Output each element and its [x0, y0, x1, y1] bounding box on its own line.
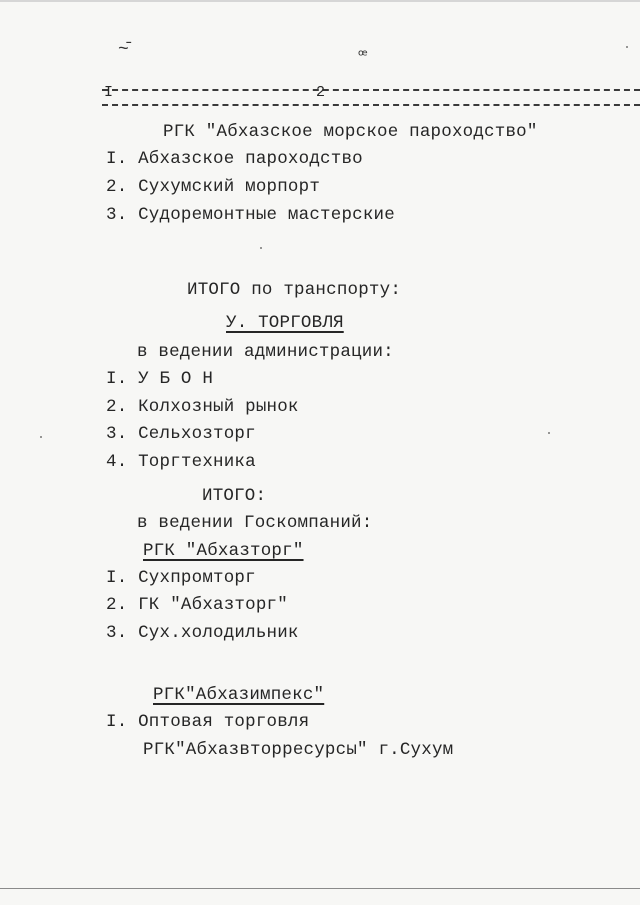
list-item: 3. Сух.холодильник: [106, 623, 299, 643]
scan-speck: [260, 247, 262, 249]
list-item: 3. Сельхозторг: [106, 424, 256, 444]
table-header-rule-top: [102, 89, 640, 91]
section-title-abkhazimpex: РГК"Абхазимпекс": [153, 685, 325, 705]
list-item: 4. Торгтехника: [106, 452, 256, 472]
list-item: 2. Колхозный рынок: [106, 397, 299, 417]
scan-bottom-edge: [0, 888, 640, 889]
column-number-1: I: [104, 84, 114, 101]
section-heading-trade: У. ТОРГОВЛЯ: [226, 313, 344, 333]
scan-speck: [40, 436, 42, 438]
list-item: 2. Сухумский морпорт: [106, 177, 321, 197]
section-title-abkhaztorg: РГК "Абхазторг": [143, 541, 304, 561]
total-trade: ИТОГО:: [202, 486, 267, 506]
scan-speck: [548, 432, 550, 434]
scan-top-edge: [0, 0, 640, 2]
total-transport: ИТОГО по транспорту:: [187, 280, 402, 300]
list-item: I. У Б О Н: [106, 369, 214, 389]
handwritten-mark-center: ꟹ: [358, 48, 368, 66]
handwritten-mark-left: ~̄: [118, 40, 129, 60]
subheading-state-companies: в ведении Госкомпаний:: [137, 513, 373, 533]
list-item: I. Абхазское пароходство: [106, 149, 363, 169]
list-item: I. Сухпромторг: [106, 568, 256, 588]
subheading-administration: в ведении администрации:: [137, 342, 394, 362]
sub-entry-recycled-resources: РГК"Абхазвторресурсы" г.Сухум: [143, 740, 454, 760]
column-number-2: 2: [316, 84, 326, 101]
scan-speck: [626, 46, 628, 48]
list-item: 3. Судоремонтные мастерские: [106, 205, 395, 225]
table-header-rule-bottom: [102, 104, 640, 106]
list-item: I. Оптовая торговля: [106, 712, 310, 732]
list-item: 2. ГК "Абхазторг": [106, 595, 288, 615]
section-title-sea-shipping: РГК "Абхазское морское пароходство": [163, 122, 538, 142]
